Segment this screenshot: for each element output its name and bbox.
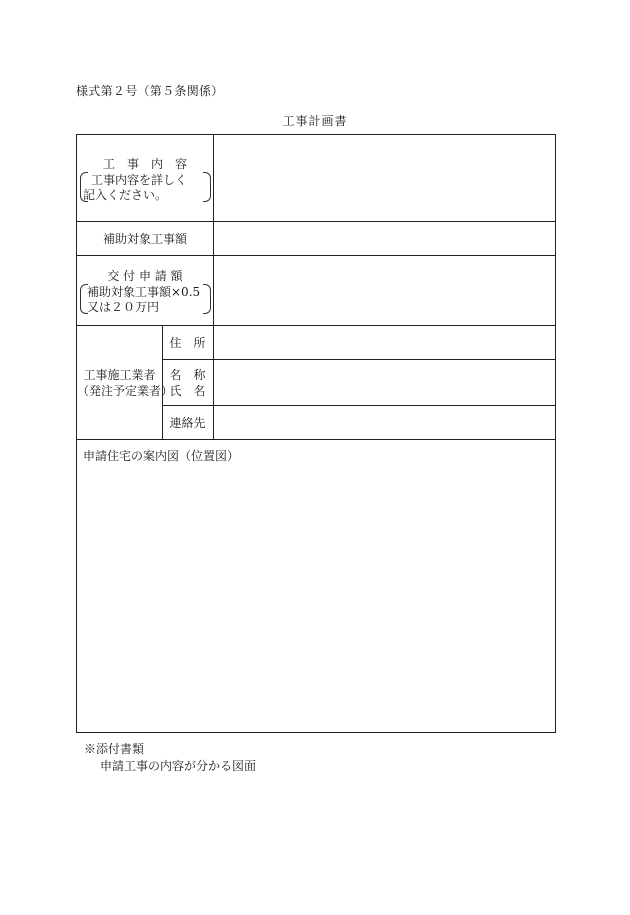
contractor-label: （発注予定業者） <box>77 384 174 398</box>
attachments-note <box>84 741 256 775</box>
contact-label: 連絡先 <box>169 416 206 430</box>
address-label: 住 所 <box>169 336 206 350</box>
name-label: 氏 名 <box>169 384 206 398</box>
subsidy-amount-label: 補助対象工事額 <box>102 232 187 246</box>
row-divider <box>162 359 555 360</box>
name-field[interactable] <box>219 365 549 399</box>
construction-plan-table <box>76 134 556 733</box>
construction-content-note: 工事内容を詳しく <box>91 173 188 187</box>
row-divider <box>77 221 555 222</box>
bracket-right <box>203 172 211 202</box>
row-divider <box>162 405 555 406</box>
subsidy-amount-field[interactable] <box>219 227 549 251</box>
location-map-label: 申請住宅の案内図（位置図） <box>83 449 240 463</box>
construction-content-label: 工 事 内 容 <box>102 157 187 171</box>
grant-request-note: 補助対象工事額×0.5 <box>87 285 201 299</box>
form-number: 様式第２号（第５条関係） <box>76 84 224 98</box>
address-field[interactable] <box>219 331 549 355</box>
attachments-heading: ※添付書類 <box>84 742 145 756</box>
grant-request-field[interactable] <box>219 261 549 319</box>
construction-content-field[interactable] <box>219 143 549 215</box>
row-divider <box>77 325 555 326</box>
attachment-item: 申請工事の内容が分かる図面 <box>100 759 257 773</box>
column-divider <box>213 135 214 439</box>
construction-content-note: 記入ください。 <box>83 188 168 202</box>
document-title: 工事計画書 <box>282 114 348 128</box>
bracket-right <box>203 284 211 314</box>
location-map-area[interactable] <box>83 467 549 727</box>
row-divider <box>77 439 555 440</box>
row-divider <box>77 255 555 256</box>
grant-request-label: 交 付 申 請 額 <box>107 269 183 283</box>
grant-request-note: 又は２０万円 <box>87 300 160 314</box>
contact-field[interactable] <box>219 411 549 435</box>
contractor-label: 工事施工業者 <box>83 368 156 382</box>
name-label: 名 称 <box>169 368 206 382</box>
